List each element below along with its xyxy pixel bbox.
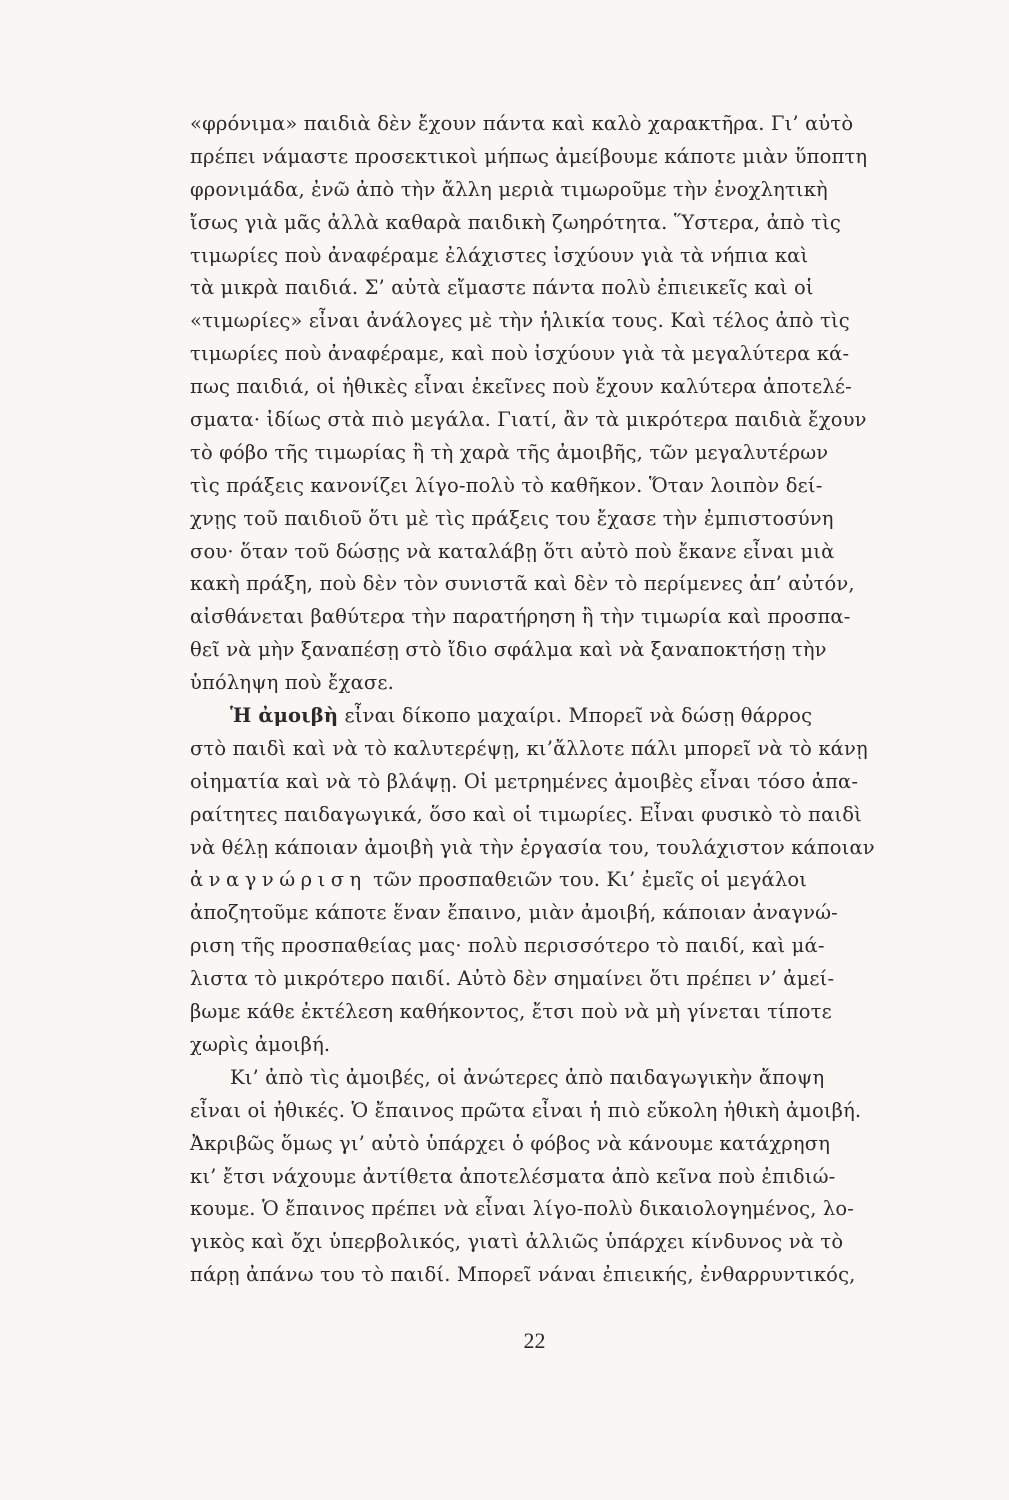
text-line: πρέπει νάμαστε προσεκτικοὶ μήπως ἀμείβουμε κάποτε μιὰν ὕποπτη <box>190 144 868 168</box>
text-line: χνῃς τοῦ παιδιοῦ ὅτι μὲ τὶς πράξεις του ἔχασε τὴν ἐμπιστοσύνη <box>190 506 834 530</box>
text-line: τιμωρίες ποὺ ἀναφέραμε, καὶ ποὺ ἰσχύουν γιὰ τὰ μεγαλύτερα κά- <box>190 342 850 366</box>
text-line: ὑπόληψη ποὺ ἔχασε. <box>190 671 394 695</box>
text-line: βωμε κάθε ἐκτέλεση καθήκοντος, ἔτσι ποὺ νὰ μὴ γίνεται τίποτε <box>190 1000 832 1024</box>
text-line: κουμε. Ὁ ἔπαινος πρέπει νὰ εἶναι λίγο-πολὺ δικαιολογημένος, λο- <box>190 1197 855 1221</box>
paragraph-lead-term: Ἡ ἀμοιβὴ <box>230 704 339 728</box>
text-line: αἰσθάνεται βαθύτερα τὴν παρατήρηση ἢ τὴν τιμωρία καὶ προσπα- <box>190 605 851 629</box>
spaced-emphasis-word: ἀναγνώριση <box>190 868 367 892</box>
text-line: «τιμωρίες» εἶναι ἀνάλογες μὲ τὴν ἡλικία τους. Καὶ τέλος ἀπὸ τὶς <box>190 309 850 333</box>
text-line: ραίτητες παιδαγωγικά, ὅσο καὶ οἱ τιμωρίες. Εἶναι φυσικὸ τὸ παιδὶ <box>190 802 862 826</box>
paragraph-start-reward <box>190 700 930 733</box>
text-line: ἴσως γιὰ μᾶς ἀλλὰ καθαρὰ παιδικὴ ζωηρότητα. Ὕστερα, ἀπὸ τὶς <box>190 210 841 234</box>
text-line: φρονιμάδα, ἐνῶ ἀπὸ τὴν ἄλλη μεριὰ τιμωροῦμε τὴν ἐνοχλητικὴ <box>190 177 828 201</box>
text-line: τὸ φόβο τῆς τιμωρίας ἢ τὴ χαρὰ τῆς ἀμοιβῆς, τῶν μεγαλυτέρων <box>190 440 829 464</box>
text-line: κι’ ἔτσι νάχουμε ἀντίθετα ἀποτελέσματα ἀπὸ κεῖνα ποὺ ἐπιδιώ- <box>190 1164 836 1188</box>
text-line: οἰηματία καὶ νὰ τὸ βλάψῃ. Οἱ μετρημένες ἀμοιβὲς εἶναι τόσο ἀπα- <box>190 769 859 793</box>
body-text <box>190 108 930 1292</box>
text-line: ριση τῆς προσπαθείας μας· πολὺ περισσότερο τὸ παιδί, καὶ μά- <box>190 934 825 958</box>
text-line: νὰ θέλῃ κάποιαν ἀμοιβὴ γιὰ τὴν ἐργασία του, τουλάχιστον κάποιαν <box>190 835 875 859</box>
text-line: στὸ παιδὶ καὶ νὰ τὸ καλυτερέψῃ, κι’ἄλλοτε πάλι μπορεῖ νὰ τὸ κάνῃ <box>190 736 868 760</box>
text-line: θεῖ νὰ μὴν ξαναπέσῃ στὸ ἴδιο σφάλμα καὶ νὰ ξαναποκτήσῃ τὴν <box>190 638 827 662</box>
text-line: Ἀκριβῶς ὅμως γι’ αὐτὸ ὑπάρχει ὁ φόβος νὰ κάνουμε κατάχρηση <box>190 1131 831 1155</box>
text-line: ἀποζητοῦμε κάποτε ἕναν ἔπαινο, μιὰν ἀμοιβή, κάποιαν ἀναγνώ- <box>190 901 838 925</box>
text-line: λιστα τὸ μικρότερο παιδί. Αὐτὸ δὲν σημαίνει ὅτι πρέπει ν’ ἀμεί- <box>190 967 835 991</box>
text-line: σματα· ἰδίως στὰ πιὸ μεγάλα. Γιατί, ἂν τὰ μικρότερα παιδιὰ ἔχουν <box>190 408 867 432</box>
text-line-rest: τῶν προσπαθειῶν του. Κι’ ἐμεῖς οἱ μεγάλοι <box>373 868 808 892</box>
text-line: τὰ μικρὰ παιδιά. Σ’ αὐτὰ εἴμαστε πάντα πολὺ ἐπιεικεῖς καὶ οἱ <box>190 276 814 300</box>
text-line: τιμωρίες ποὺ ἀναφέραμε ἐλάχιστες ἰσχύουν γιὰ τὰ νήπια καὶ <box>190 243 809 267</box>
text-line: πάρῃ ἀπάνω του τὸ παιδί. Μπορεῖ νάναι ἐπιεικής, ἐνθαρρυντικός, <box>190 1263 856 1287</box>
text-line: τὶς πράξεις κανονίζει λίγο-πολὺ τὸ καθῆκον. Ὅταν λοιπὸν δεί- <box>190 473 823 497</box>
text-line: πως παιδιά, οἱ ἠθικὲς εἶναι ἐκεῖνες ποὺ ἔχουν καλύτερα ἀποτελέ- <box>190 375 852 399</box>
text-line: γικὸς καὶ ὄχι ὑπερβολικός, γιατὶ ἀλλιῶς ὑπάρχει κίνδυνος νὰ τὸ <box>190 1230 844 1254</box>
paragraph-start-moral-rewards: Κι’ ἀπὸ τὶς ἀμοιβές, οἱ ἀνώτερες ἀπὸ παιδαγωγικὴν ἄποψη <box>230 1065 825 1089</box>
text-line: κακὴ πράξη, ποὺ δὲν τὸν συνιστᾶ καὶ δὲν τὸ περίμενες ἀπ’ αὐτόν, <box>190 572 855 596</box>
text-line: εἶναι οἱ ἠθικές. Ὁ ἔπαινος πρῶτα εἶναι ἡ πιὸ εὔκολη ἠθικὴ ἀμοιβή. <box>190 1098 862 1122</box>
text-line: χωρὶς ἀμοιβή. <box>190 1032 331 1056</box>
paragraph-first-line: εἶναι δίκοπο μαχαίρι. Μπορεῖ νὰ δώσῃ θάρρος <box>344 704 813 728</box>
text-line-spaced <box>190 864 930 897</box>
page-number: 22 <box>523 1328 546 1353</box>
text-line: σου· ὅταν τοῦ δώσῃς νὰ καταλάβῃ ὅτι αὐτὸ ποὺ ἔκανε εἶναι μιὰ <box>190 539 835 563</box>
text-line: «φρόνιμα» παιδιὰ δὲν ἔχουν πάντα καὶ καλὸ χαρακτῆρα. Γι’ αὐτὸ <box>190 112 854 135</box>
